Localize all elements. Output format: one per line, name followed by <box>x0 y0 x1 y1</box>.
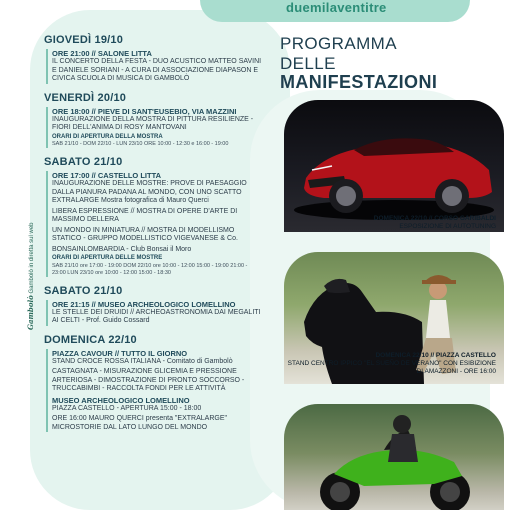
event <box>46 300 262 326</box>
event-hours: SAB 21/10 ore 17:00 - 19:00 DOM 22/10 ore 10:00 - 12:00 15:00 - 19:00 21:00 - 23:00 LUN 23/10 ore 10:00 - 12:00 15:00 - 18:30 <box>52 262 248 276</box>
day-heading: DOMENICA 22/10 <box>44 333 137 346</box>
sidebar-text: Gambolò in diretta sul web <box>29 222 35 294</box>
event-head: ORE 17:00 // CASTELLO LITTA <box>52 171 162 180</box>
event-subhead: ORARI DI APERTURA DELLE MOSTRE <box>52 255 163 261</box>
title-line-2: DELLE <box>280 54 336 73</box>
day-heading: VENERDÌ 20/10 <box>44 91 127 104</box>
sidebar-logo: Gambolò <box>26 295 35 330</box>
car-illustration <box>284 100 504 232</box>
event-head: ORE 21:00 // SALONE LITTA <box>52 49 152 58</box>
title-line-3: MANIFESTAZIONI <box>280 72 438 92</box>
brand-text: duemilaventitre <box>286 0 387 15</box>
event <box>46 49 262 84</box>
caption-text: STAND CENTRO IPPICO "EL SUEÑO DE VERANO" CON ESIBIZIONE DI AMAZZONI - ORE 16:00 <box>287 360 496 375</box>
event-head: MUSEO ARCHEOLOGICO LOMELLINO <box>52 395 190 405</box>
event-head: PIAZZA CAVOUR // TUTTO IL GIORNO <box>52 348 188 358</box>
sidebar-credit <box>26 222 35 330</box>
event <box>46 349 262 433</box>
photo-caption <box>284 352 504 376</box>
event-head: ORE 18:00 // PIEVE DI SANT'EUSEBIO, VIA MAZZINI <box>52 106 237 116</box>
event-text: BONSAINLOMBARDIA - Club Bonsai il Moro <box>52 245 192 253</box>
caption-head: DOMENICA 22/10 // PIAZZA CASTELLO <box>375 352 496 359</box>
program-column <box>44 26 262 435</box>
event-text: STAND CROCE ROSSA ITALIANA - Comitato di Gambolò <box>52 357 233 365</box>
event-text: LE STELLE DEI DRUIDI // ARCHEOASTRONOMIA DAI MEGALITI AI CELTI - Prof. Guido Cossard <box>52 308 261 324</box>
event-text: ORE 16:00 MAURO QUERCI presenta "EXTRALARGE" MICROSTORIE DAL LATO LUNGO DEL MONDO <box>52 415 227 431</box>
title-line-1: PROGRAMMA <box>280 34 397 53</box>
event-hours: SAB 21/10 - DOM 22/10 - LUN 23/10 ORE 10:00 - 12:30 e 16:00 - 19:00 <box>52 141 229 147</box>
day-heading: SABATO 21/10 <box>44 284 123 297</box>
photo-caption <box>284 215 504 231</box>
event-text: IL CONCERTO DELLA FESTA - DUO ACUSTICO MATTEO SAVINI E DANIELE SORIANI - A CURA DI ASSOCIAZIONE DIAPASON E CIVICA SCUOLA DI MUSICA DI GAMBOLÒ <box>52 58 262 82</box>
event <box>46 107 262 149</box>
motorbike-illustration <box>284 404 504 510</box>
event-text: UN MONDO IN MINIATURA // MOSTRA DI MODELLISMO STATICO - GRUPPO MODELLISTICO VIGEVANESE & Co. <box>52 226 238 242</box>
photo-motorbike <box>284 404 504 510</box>
event-text: LIBERA ESPRESSIONE // MOSTRA DI OPERE D'ARTE DI MASSIMO DELLERA <box>52 207 238 223</box>
event-subhead: ORARI DI APERTURA DELLA MOSTRA <box>52 133 163 140</box>
caption-text: ESPOSIZIONE DI AUTOTUNING <box>399 223 496 230</box>
event-text: CASTAGNATA - MISURAZIONE GLICEMIA E PRESSIONE ARTERIOSA - DIMOSTRAZIONE DI PRONTO SOCCORSO - TRUCCABIMBI - RACCOLTA FONDI PER LE ATTIVITÀ <box>52 368 245 392</box>
day-heading: GIOVEDÌ 19/10 <box>44 34 124 46</box>
caption-head: DOMENICA 22/10 // CORSO GARIBALDI <box>373 215 496 222</box>
event-text: PIAZZA CASTELLO - APERTURA 15:00 - 18:00 <box>52 404 202 412</box>
event-text: INAUGURAZIONE DELLA MOSTRA DI PITTURA RESILIENZE - FIORI DELL'ANIMA DI ROSY MANTOVANI <box>52 115 254 131</box>
event-head: ORE 21:15 // MUSEO ARCHEOLOGICO LOMELLINO <box>52 299 236 309</box>
event-text: INAUGURAZIONE DELLE MOSTRE: PROVE DI PAESAGGIO DALLA PIANURA PADANA AL MONDO, CON UNO SCATTO EXTRALARGE Mostra fotografica di Mauro Querci <box>52 180 247 204</box>
day-heading: SABATO 21/10 <box>44 156 123 168</box>
event <box>46 171 262 277</box>
photo-car <box>284 100 504 232</box>
